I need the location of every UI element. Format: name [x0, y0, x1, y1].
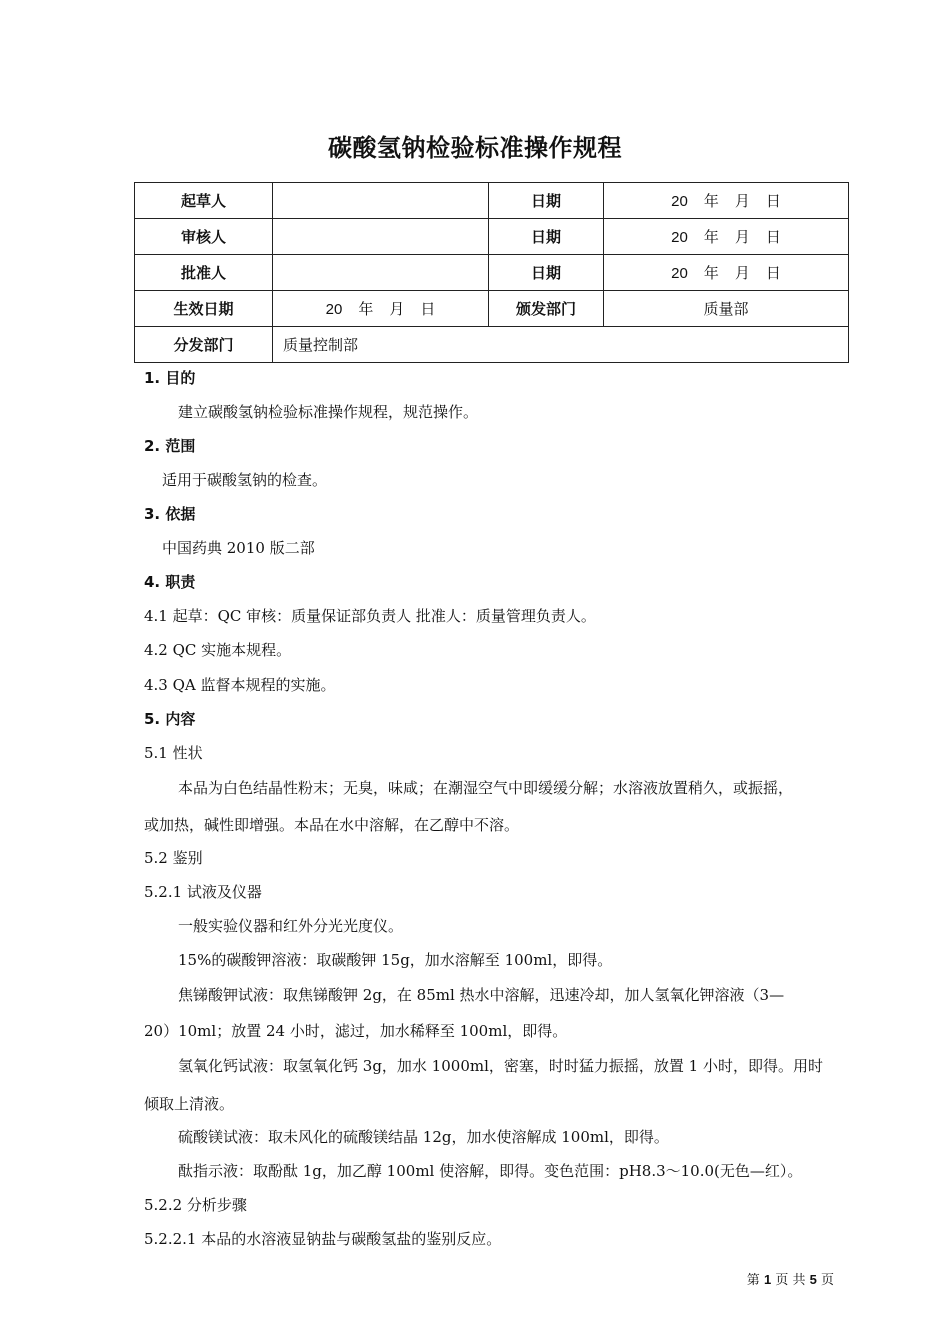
approver-date: 20 年 月 日 — [604, 255, 849, 291]
reviewer-date: 20 年 月 日 — [604, 219, 849, 255]
issue-dept-value: 质量部 — [604, 291, 849, 327]
section-heading-basis: 3. 依据 — [144, 505, 196, 523]
effective-date-value: 20 年 月 日 — [273, 291, 489, 327]
section-heading-scope: 2. 范围 — [144, 437, 196, 455]
table-row — [135, 291, 849, 327]
section-heading-purpose: 1. 目的 — [144, 369, 196, 387]
purpose-text: 建立碳酸氢钠检验标准操作规程，规范操作。 — [178, 403, 479, 421]
page-title: 碳酸氢钠检验标准操作规程 — [328, 134, 622, 162]
reviewer-value — [273, 219, 489, 255]
reagent-calcium-hydroxide-line-2: 倾取上清液。 — [144, 1095, 235, 1113]
properties-text-line-2: 或加热，碱性即增强。本品在水中溶解，在乙醇中不溶。 — [144, 816, 520, 834]
section-heading-content: 5. 内容 — [144, 710, 196, 728]
reagent-potassium-carbonate: 15%的碳酸钾溶液：取碳酸钾 15g，加水溶解至 100ml，即得。 — [178, 951, 613, 969]
subsection-reagents: 5.2.1 试液及仪器 — [144, 883, 262, 901]
total-page-number: 5 — [809, 1272, 817, 1287]
effective-date-label: 生效日期 — [135, 291, 273, 327]
subsection-identification: 5.2 鉴别 — [144, 849, 203, 867]
duties-item-1: 4.1 起草：QC 审核：质量保证部负责人 批准人：质量管理负责人。 — [144, 607, 596, 625]
reagent-calcium-hydroxide-line-1: 氢氧化钙试液：取氢氧化钙 3g，加水 1000ml，密塞，时时猛力振摇，放置 1 小时，即得。用时 — [178, 1057, 823, 1075]
distribute-dept-value: 质量控制部 — [273, 327, 849, 363]
duties-item-2: 4.2 QC 实施本规程。 — [144, 641, 292, 659]
distribute-dept-label: 分发部门 — [135, 327, 273, 363]
subsection-analysis-steps: 5.2.2 分析步骤 — [144, 1196, 247, 1214]
duties-item-3: 4.3 QA 监督本规程的实施。 — [144, 676, 336, 694]
reagent-phenolphthalein: 酞指示液：取酚酞 1g，加乙醇 100ml 使溶解，即得。变色范围：pH8.3～10.0(无色—红）。 — [178, 1162, 803, 1180]
section-heading-duties: 4. 职责 — [144, 573, 196, 591]
current-page-number: 1 — [763, 1272, 772, 1287]
date-label: 日期 — [489, 219, 604, 255]
date-label: 日期 — [489, 183, 604, 219]
date-label: 日期 — [489, 255, 604, 291]
drafter-value — [273, 183, 489, 219]
table-row — [135, 183, 849, 219]
issue-dept-label: 颁发部门 — [489, 291, 604, 327]
approval-table — [134, 182, 849, 363]
subsection-properties: 5.1 性状 — [144, 744, 203, 762]
reagent-pyroantimonate-line-1: 焦锑酸钾试液：取焦锑酸钾 2g，在 85ml 热水中溶解，迅速冷却，加人氢氧化钾溶液（3— — [178, 986, 785, 1004]
page-footer: 第 1 页 共 5 页 — [746, 1272, 834, 1288]
table-row — [135, 255, 849, 291]
scope-text: 适用于碳酸氢钠的检查。 — [162, 471, 328, 489]
instruments-text: 一般实验仪器和红外分光光度仪。 — [178, 917, 404, 935]
analysis-step-1: 5.2.2.1 本品的水溶液显钠盐与碳酸氢盐的鉴别反应。 — [144, 1230, 502, 1248]
properties-text-line-1: 本品为白色结晶性粉末；无臭，味咸；在潮湿空气中即缓缓分解；水溶液放置稍久，或振摇， — [178, 779, 794, 797]
drafter-label: 起草人 — [135, 183, 273, 219]
drafter-date: 20 年 月 日 — [604, 183, 849, 219]
basis-text: 中国药典 2010 版二部 — [162, 539, 315, 557]
approver-value — [273, 255, 489, 291]
reagent-magnesium-sulfate: 硫酸镁试液：取未风化的硫酸镁结晶 12g，加水使溶解成 100ml，即得。 — [178, 1128, 669, 1146]
reviewer-label: 审核人 — [135, 219, 273, 255]
table-row — [135, 219, 849, 255]
table-row — [135, 327, 849, 363]
reagent-pyroantimonate-line-2: 20）10ml；放置 24 小时，滤过，加水稀释至 100ml，即得。 — [144, 1022, 568, 1040]
approver-label: 批准人 — [135, 255, 273, 291]
